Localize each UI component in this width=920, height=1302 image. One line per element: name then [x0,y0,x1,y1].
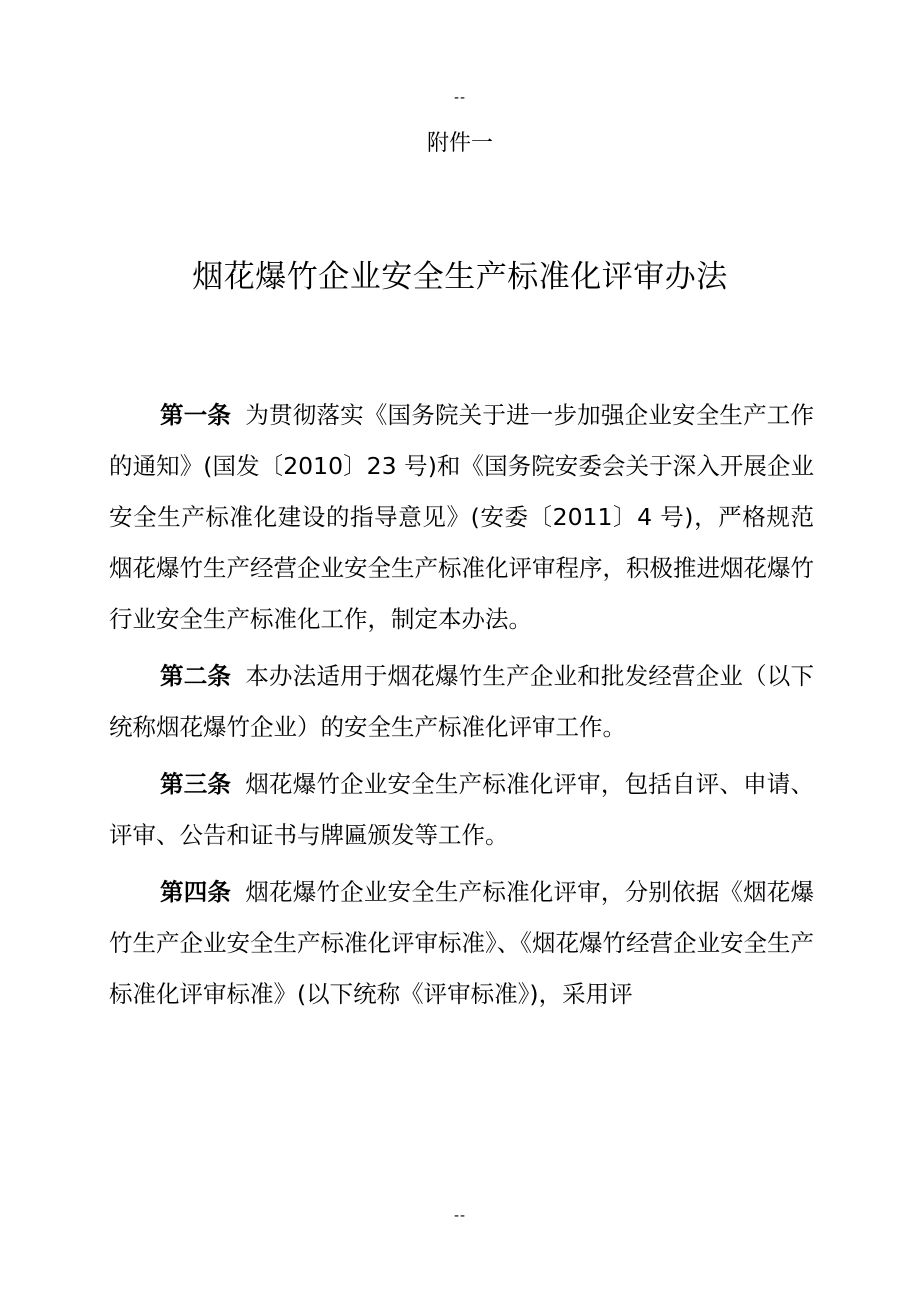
article-3 [109,759,814,861]
article-3-text: 烟花爆竹企业安全生产标准化评审，包括自评、申请、评审、公告和证书与牌匾颁发等工作。 [109,770,815,849]
document-body [109,390,814,1026]
article-1-number: 第一条 [160,401,232,429]
page-footer-marker: -- [453,1208,467,1224]
article-4-text: 烟花爆竹企业安全生产标准化评审，分别依据《烟花爆竹生产企业安全生产标准化评审标准》、《烟花爆竹经营企业安全生产标准化评审标准》(以下统称《评审标准》)，采用评 [109,878,815,1008]
article-2-number: 第二条 [160,662,232,690]
document-title: 烟花爆竹企业安全生产标准化评审办法 [192,259,728,295]
article-2 [109,651,814,753]
page-header-marker: -- [453,90,467,106]
attachment-label: 附件一 [426,131,493,156]
article-4-number: 第四条 [160,878,232,906]
article-1-text: 为贯彻落实《国务院关于进一步加强企业安全生产工作的通知》(国发〔2010〕23 号)和《国务院安委会关于深入开展企业安全生产标准化建设的指导意见》(安委〔2011〕4 号)，严格规范烟花爆竹生产经营企业安全生产标准化评审程序，积极推进烟花爆竹行业安全生产标准化工作，制定本办法。 [109,401,815,633]
article-2-text: 本办法适用于烟花爆竹生产企业和批发经营企业（以下统称烟花爆竹企业）的安全生产标准化评审工作。 [109,662,815,741]
article-1 [109,390,814,645]
article-4 [109,867,814,1020]
article-3-number: 第三条 [160,770,232,798]
